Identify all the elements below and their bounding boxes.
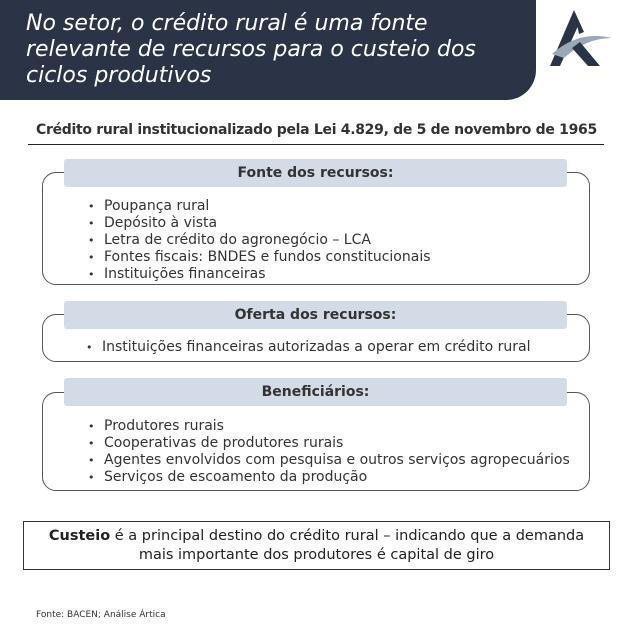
oferta-recursos-header: Oferta dos recursos: — [64, 301, 567, 329]
list-item: • Poupança rural — [86, 198, 431, 215]
list-item: • Fontes fiscais: BNDES e fundos constitucionais — [86, 249, 431, 266]
custeio-callout — [23, 521, 610, 570]
custeio-text: é a principal destino do crédito rural – indicando que a demanda — [110, 528, 585, 544]
custeio-line-1 — [24, 527, 609, 546]
list-item: • Cooperativas de produtores rurais — [86, 435, 570, 452]
list-item: • Letra de crédito do agronegócio – LCA — [86, 232, 431, 249]
fonte-recursos-header: Fonte dos recursos: — [64, 159, 567, 187]
custeio-keyword: Custeio — [48, 528, 111, 544]
law-subtitle: Crédito rural institucionalizado pela Lei 4.829, de 5 de novembro de 1965 — [36, 122, 597, 138]
subtitle-divider — [28, 144, 604, 145]
page-title: No setor, o crédito rural é uma fonte relevante de recursos para o custeio dos ciclos produtivos — [26, 11, 476, 88]
beneficiarios-list — [86, 418, 570, 486]
list-item: • Serviços de escoamento da produção — [86, 469, 570, 486]
list-item: • Produtores rurais — [86, 418, 570, 435]
fonte-recursos-list — [86, 198, 431, 283]
list-item: • Agentes envolvidos com pesquisa e outros serviços agropecuários — [86, 452, 570, 469]
list-item: • Instituições financeiras autorizadas a operar em crédito rural — [84, 339, 531, 356]
source-note: Fonte: BACEN; Análise Ártica — [36, 610, 166, 620]
custeio-line-2: mais importante dos produtores é capital de giro — [138, 547, 495, 563]
artica-logo-icon — [544, 8, 614, 70]
list-item: • Instituições financeiras — [86, 266, 431, 283]
list-item: • Depósito à vista — [86, 215, 431, 232]
header-banner — [0, 0, 536, 100]
oferta-recursos-list — [84, 339, 531, 356]
beneficiarios-header: Beneficiários: — [64, 378, 567, 406]
